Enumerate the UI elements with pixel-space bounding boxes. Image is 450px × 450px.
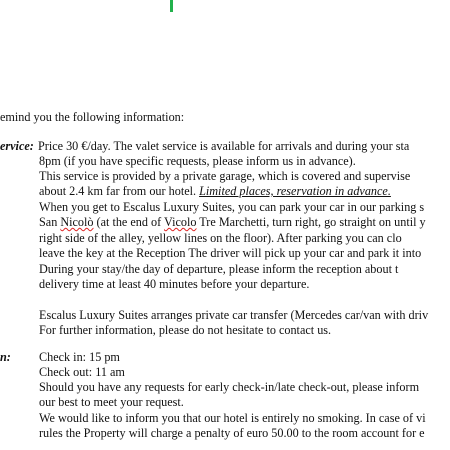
valet-line-7: right side of the alley, yellow lines on the floor). After parking you can clo: [39, 231, 402, 245]
intro-text: emind you the following information:: [0, 110, 185, 124]
transfer-line-1: Escalus Luxury Suites arranges private car transfer (Mercedes car/van with driv: [39, 308, 429, 322]
valet-line-10: delivery time at least 40 minutes before your departure.: [39, 277, 310, 291]
valet-line-6: [39, 215, 426, 230]
san-text: San: [39, 215, 61, 229]
checkin-label: n:: [0, 350, 11, 364]
checkin-line-2: Check out: 11 am: [39, 365, 125, 379]
checkin-line-3: Should you have any requests for early check-in/late check-out, please inform: [39, 380, 420, 394]
nicolo-word: Nicolò: [60, 215, 94, 229]
vicolo-word: Vicolo: [164, 215, 197, 229]
text-cursor: [170, 0, 173, 12]
valet-line-2: 8pm (if you have specific requests, please inform us in advance).: [39, 154, 356, 168]
valet-service-label: ervice:: [0, 139, 34, 153]
valet-line-3: This service is provided by a private garage, which is covered and supervise: [39, 169, 411, 183]
checkin-line-5: We would like to inform you that our hotel is entirely no smoking. In case of vi: [39, 411, 426, 425]
valet-line-4: [39, 184, 391, 199]
valet-line-9: During your stay/the day of departure, please inform the reception about t: [39, 262, 399, 276]
valet-line-4-text: about 2.4 km far from our hotel.: [39, 184, 200, 198]
checkin-line-1: Check in: 15 pm: [39, 350, 120, 364]
checkin-line-4: our best to meet your request.: [39, 395, 184, 409]
checkin-line-6: rules the Property will charge a penalty of euro 50.00 to the room account for e: [39, 426, 425, 440]
valet-line-1: Price 30 €/day. The valet service is available for arrivals and during your sta: [38, 139, 410, 153]
valet-line-6-mid: (at the end of: [93, 215, 165, 229]
transfer-line-2: For further information, please do not hesitate to contact us.: [39, 323, 332, 337]
valet-line-6-end: Tre Marchetti, turn right, go straight on until y: [196, 215, 426, 229]
valet-line-8: leave the key at the Reception The driver will pick up your car and park it into: [39, 246, 422, 260]
limited-places-note: Limited places, reservation in advance.: [199, 184, 391, 198]
valet-line-5: When you get to Escalus Luxury Suites, you can park your car in our parking s: [39, 200, 425, 214]
